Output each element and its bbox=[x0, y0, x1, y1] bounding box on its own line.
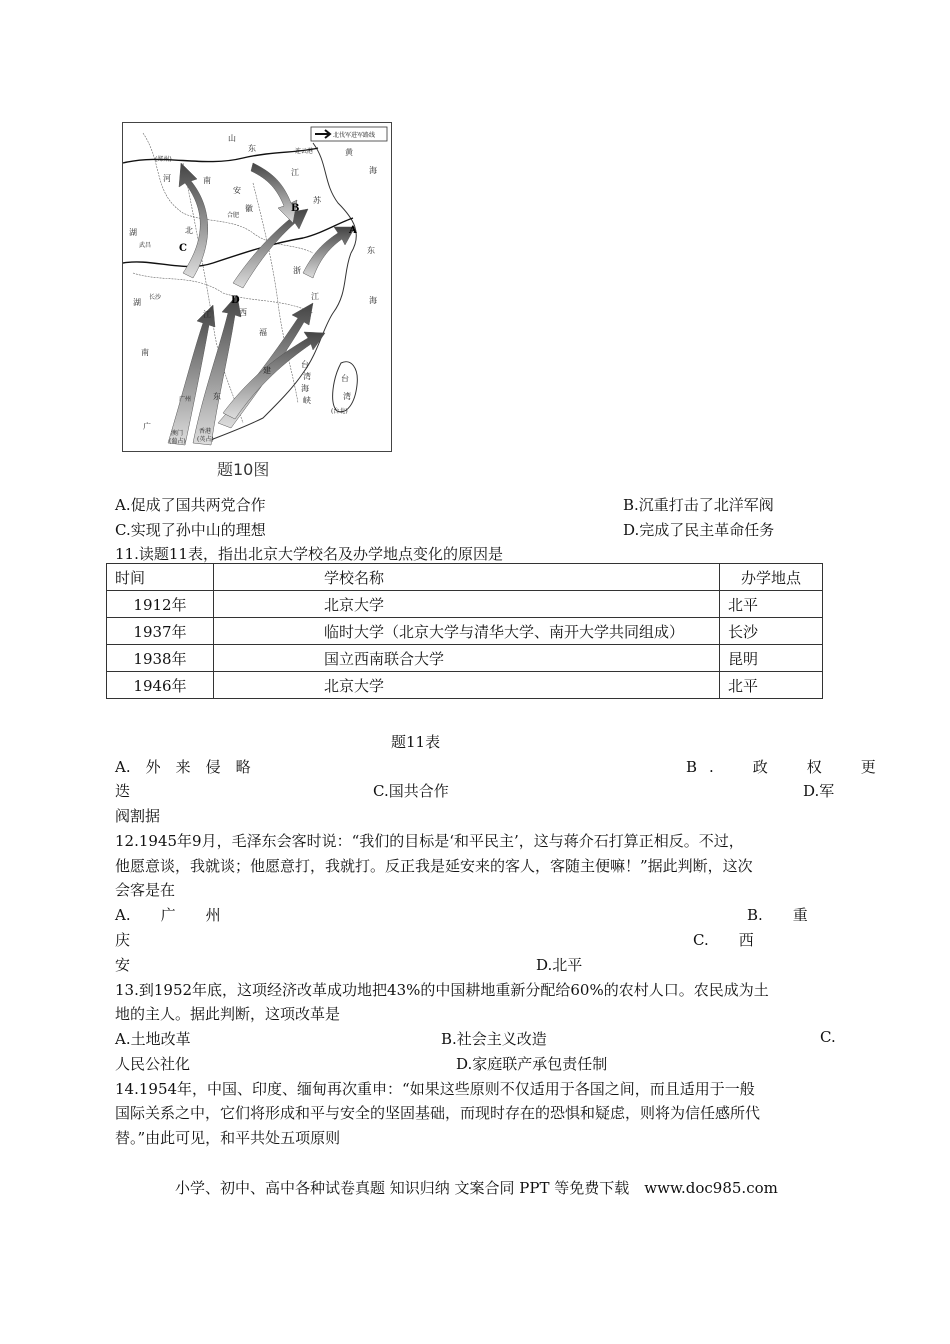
svg-text:连云港: 连云港 bbox=[295, 148, 314, 155]
q10-option-c: C.实现了孙中山的理想 bbox=[115, 521, 266, 539]
q11-option-c: C.国共合作 bbox=[373, 782, 449, 800]
svg-text:海: 海 bbox=[301, 384, 309, 393]
table-header-row bbox=[107, 564, 823, 591]
q12-option-b: B. 重 bbox=[747, 906, 808, 924]
svg-text:长沙: 长沙 bbox=[149, 294, 162, 301]
svg-text:苏: 苏 bbox=[313, 196, 321, 205]
q11-option-b-cont: 迭 bbox=[115, 782, 131, 800]
q13-option-c-cont: 人民公社化 bbox=[115, 1055, 191, 1073]
table-header-cell: 办学地点 bbox=[720, 564, 823, 591]
svg-text:广州: 广州 bbox=[179, 396, 192, 403]
svg-text:澳门: 澳门 bbox=[171, 430, 184, 437]
svg-text:台: 台 bbox=[301, 360, 309, 369]
svg-text:(台北): (台北) bbox=[331, 408, 348, 415]
q11-option-a: A. 外 来 侵 略 bbox=[115, 758, 251, 776]
svg-text:东: 东 bbox=[367, 246, 375, 255]
q13-option-a: A.土地改革 bbox=[115, 1030, 191, 1048]
svg-text:东: 东 bbox=[248, 144, 256, 153]
svg-text:江: 江 bbox=[311, 292, 319, 301]
table-cell: 国立西南联合大学 bbox=[214, 645, 720, 672]
svg-text:安: 安 bbox=[233, 186, 241, 195]
svg-text:合肥: 合肥 bbox=[227, 212, 240, 219]
svg-text:江: 江 bbox=[291, 168, 299, 177]
svg-text:湾: 湾 bbox=[303, 372, 311, 381]
table-cell: 北平 bbox=[720, 672, 823, 699]
svg-text:河: 河 bbox=[163, 174, 171, 183]
northern-expedition-map bbox=[122, 122, 392, 452]
svg-text:(葡占): (葡占) bbox=[169, 438, 186, 445]
q12-line-2: 他愿意谈，我就谈；他愿意打，我就打。反正我是延安来的客人，客随主便嘛！”据此判断，这次 bbox=[115, 857, 753, 875]
table-cell: 1912年 bbox=[107, 591, 214, 618]
q12-line-1: 12.1945年9月，毛泽东会客时说：“我们的目标是‘和平民主’，这与蒋介石打算正相反。不过， bbox=[115, 832, 744, 850]
table-cell: 北京大学 bbox=[214, 591, 720, 618]
footer-text: 小学、初中、高中各种试卷真题 知识归纳 文案合同 PPT 等免费下载 www.doc985.com bbox=[175, 1179, 778, 1197]
svg-text:湖: 湖 bbox=[129, 228, 137, 237]
svg-text:北: 北 bbox=[185, 226, 193, 235]
q11-table bbox=[106, 563, 823, 699]
table-cell: 临时大学（北京大学与清华大学、南开大学共同组成） bbox=[214, 618, 720, 645]
table-header-cell: 时间 bbox=[107, 564, 214, 591]
svg-text:武昌: 武昌 bbox=[139, 242, 152, 249]
q12-option-c-cont: 安 bbox=[115, 956, 131, 974]
table-header-cell: 学校名称 bbox=[214, 564, 720, 591]
svg-text:(郑州): (郑州) bbox=[155, 156, 172, 163]
q14-line-2: 国际关系之中，它们将形成和平与安全的坚固基础，而现时存在的恐惧和疑虑，则将为信任感所代 bbox=[115, 1104, 761, 1122]
svg-text:海: 海 bbox=[369, 166, 377, 175]
q11-option-d: D.军 bbox=[803, 782, 835, 800]
svg-text:徽: 徽 bbox=[245, 204, 253, 213]
svg-text:海: 海 bbox=[369, 296, 377, 305]
q14-line-1: 14.1954年，中国、印度、缅甸再次重申：“如果这些原则不仅适用于各国之间，而且适用于一般 bbox=[115, 1080, 755, 1098]
svg-text:南: 南 bbox=[141, 348, 149, 357]
q12-option-b-cont: 庆 bbox=[115, 931, 131, 949]
table-row bbox=[107, 645, 823, 672]
svg-text:香港: 香港 bbox=[199, 428, 212, 435]
map-graphic bbox=[123, 123, 391, 451]
svg-text:山: 山 bbox=[228, 134, 236, 143]
q12-option-a: A. 广 州 bbox=[115, 906, 221, 924]
q11-option-b: B. 政 权 更 bbox=[686, 758, 888, 776]
svg-text:峡: 峡 bbox=[303, 396, 311, 405]
svg-text:(英占): (英占) bbox=[197, 436, 214, 443]
svg-text:南: 南 bbox=[203, 176, 211, 185]
q12-option-c: C. 西 bbox=[693, 931, 754, 949]
q12-option-d: D.北平 bbox=[536, 956, 583, 974]
svg-text:东: 东 bbox=[213, 392, 221, 401]
q14-line-3: 替。”由此可见，和平共处五项原则 bbox=[115, 1129, 341, 1147]
table-cell: 昆明 bbox=[720, 645, 823, 672]
svg-text:福: 福 bbox=[259, 328, 267, 337]
svg-text:B: B bbox=[291, 203, 300, 214]
q10-option-b: B.沉重打击了北洋军阀 bbox=[623, 496, 774, 514]
q10-option-a: A.促成了国共两党合作 bbox=[115, 496, 266, 514]
table-caption: 题11表 bbox=[391, 733, 441, 751]
svg-text:C: C bbox=[179, 243, 187, 254]
q13-option-b: B.社会主义改造 bbox=[441, 1030, 547, 1048]
table-row bbox=[107, 618, 823, 645]
table-cell: 北平 bbox=[720, 591, 823, 618]
table-cell: 1946年 bbox=[107, 672, 214, 699]
svg-text:浙: 浙 bbox=[293, 266, 301, 275]
svg-text:黄: 黄 bbox=[345, 148, 353, 157]
svg-text:湖: 湖 bbox=[133, 298, 141, 307]
table-cell: 长沙 bbox=[720, 618, 823, 645]
q13-line-1: 13.到1952年底，这项经济改革成功地把43%的中国耕地重新分配给60%的农村人口。农民成为土 bbox=[115, 981, 769, 999]
table-cell: 1938年 bbox=[107, 645, 214, 672]
svg-text:西: 西 bbox=[239, 308, 247, 317]
svg-text:建: 建 bbox=[263, 366, 271, 375]
svg-text:北伐军进军路线: 北伐军进军路线 bbox=[333, 132, 376, 139]
figure-caption: 题10图 bbox=[217, 460, 270, 479]
q12-line-3: 会客是在 bbox=[115, 881, 176, 899]
svg-text:A: A bbox=[349, 225, 357, 236]
q13-option-d: D.家庭联产承包责任制 bbox=[456, 1055, 608, 1073]
svg-text:江: 江 bbox=[203, 310, 211, 319]
svg-text:台: 台 bbox=[341, 374, 349, 383]
q11-stem: 11.读题11表，指出北京大学校名及办学地点变化的原因是 bbox=[115, 545, 503, 563]
table-row bbox=[107, 591, 823, 618]
q10-option-d: D.完成了民主革命任务 bbox=[623, 521, 775, 539]
table-cell: 1937年 bbox=[107, 618, 214, 645]
q13-option-c: C. bbox=[820, 1028, 836, 1046]
svg-text:广: 广 bbox=[143, 422, 151, 431]
svg-text:湾: 湾 bbox=[343, 392, 351, 401]
q11-option-d-cont: 阀割据 bbox=[115, 807, 161, 825]
q13-line-2: 地的主人。据此判断，这项改革是 bbox=[115, 1005, 341, 1023]
table-cell: 北京大学 bbox=[214, 672, 720, 699]
table-row bbox=[107, 672, 823, 699]
svg-text:D: D bbox=[231, 295, 240, 306]
